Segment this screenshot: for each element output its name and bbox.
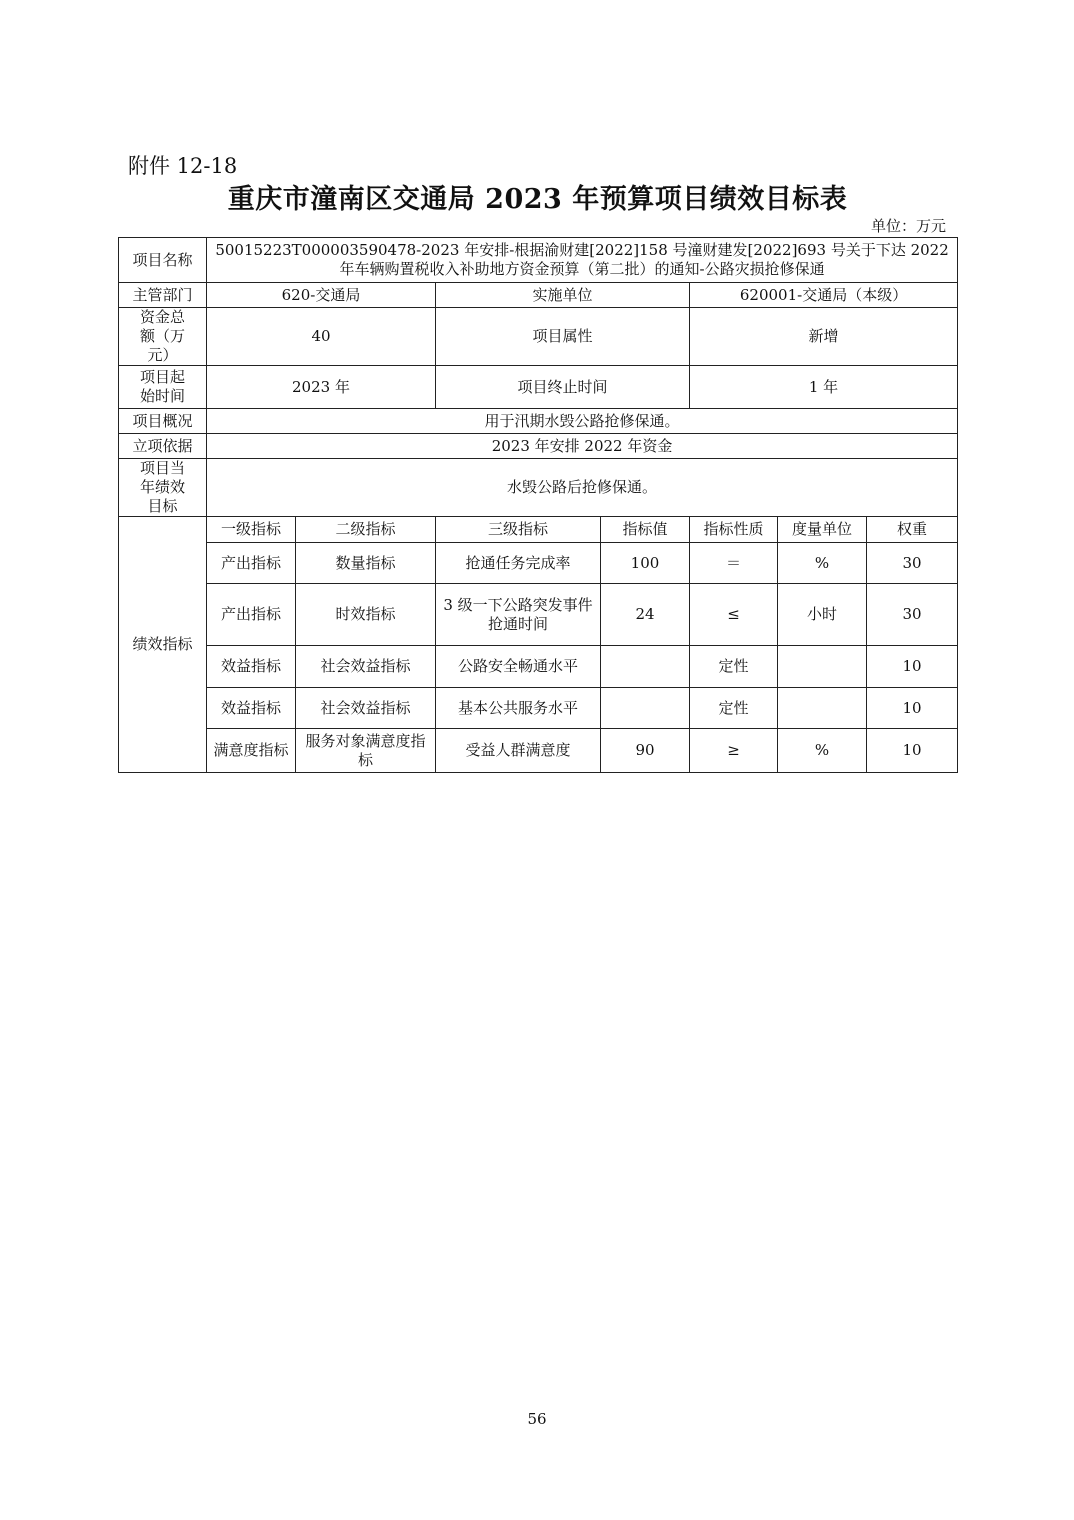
fund-label: 资金总额（万元） — [119, 308, 207, 366]
start-value: 2023 年 — [207, 366, 436, 409]
overview-label: 项目概况 — [119, 409, 207, 434]
level1-cell: 满意度指标 — [207, 729, 296, 773]
level2-cell: 数量指标 — [296, 543, 436, 584]
dept-row — [119, 283, 958, 308]
header-value: 指标值 — [601, 517, 690, 543]
weight-cell: 10 — [867, 646, 958, 688]
level2-cell: 社会效益指标 — [296, 688, 436, 729]
level2-cell: 社会效益指标 — [296, 646, 436, 688]
header-level3: 三级指标 — [436, 517, 601, 543]
page-number: 56 — [527, 1410, 547, 1428]
level1-cell: 产出指标 — [207, 584, 296, 646]
basis-value: 2023 年安排 2022 年资金 — [207, 434, 958, 459]
project-name-value: 50015223T000003590478-2023 年安排-根据渝财建[2022]158 号潼财建发[2022]693 号关于下达 2022 年车辆购置税收入补助地方资金预算（第二批）的通知-公路灾损抢修保通 — [207, 238, 958, 283]
nature-cell: ≤ — [690, 584, 778, 646]
level3-cell: 受益人群满意度 — [436, 729, 601, 773]
unit-label: 单位：万元 — [870, 217, 946, 235]
end-value: 1 年 — [690, 366, 958, 409]
fund-row — [119, 308, 958, 366]
attachment-label: 附件 12-18 — [128, 154, 238, 178]
weight-cell: 10 — [867, 729, 958, 773]
header-nature: 指标性质 — [690, 517, 778, 543]
nature-cell: ≥ — [690, 729, 778, 773]
level1-cell: 效益指标 — [207, 646, 296, 688]
nature-cell: ＝ — [690, 543, 778, 584]
unit-cell — [778, 688, 867, 729]
attr-label: 项目属性 — [436, 308, 690, 366]
level3-cell: 基本公共服务水平 — [436, 688, 601, 729]
basis-row — [119, 434, 958, 459]
attr-value: 新增 — [690, 308, 958, 366]
level3-cell: 抢通任务完成率 — [436, 543, 601, 584]
header-unit: 度量单位 — [778, 517, 867, 543]
goal-value: 水毁公路后抢修保通。 — [207, 459, 958, 517]
level1-cell: 产出指标 — [207, 543, 296, 584]
period-row — [119, 366, 958, 409]
goal-row — [119, 459, 958, 517]
value-cell: 100 — [601, 543, 690, 584]
level1-cell: 效益指标 — [207, 688, 296, 729]
unit-cell: % — [778, 729, 867, 773]
nature-cell: 定性 — [690, 646, 778, 688]
overview-row — [119, 409, 958, 434]
header-level1: 一级指标 — [207, 517, 296, 543]
level2-cell: 服务对象满意度指标 — [296, 729, 436, 773]
page-title: 重庆市潼南区交通局 2023 年预算项目绩效目标表 — [227, 184, 848, 215]
header-weight: 权重 — [867, 517, 958, 543]
start-label: 项目起始时间 — [119, 366, 207, 409]
header-level2: 二级指标 — [296, 517, 436, 543]
table-row — [119, 688, 958, 729]
level3-cell: 3 级一下公路突发事件抢通时间 — [436, 584, 601, 646]
unit-cell — [778, 646, 867, 688]
table-row — [119, 729, 958, 773]
end-label: 项目终止时间 — [436, 366, 690, 409]
table-row — [119, 543, 958, 584]
value-cell — [601, 688, 690, 729]
dept-label: 主管部门 — [119, 283, 207, 308]
table-row — [119, 646, 958, 688]
value-cell — [601, 646, 690, 688]
unit-cell: % — [778, 543, 867, 584]
nature-cell: 定性 — [690, 688, 778, 729]
goal-label: 项目当年绩效目标 — [119, 459, 207, 517]
project-name-row — [119, 238, 958, 283]
weight-cell: 30 — [867, 543, 958, 584]
basis-label: 立项依据 — [119, 434, 207, 459]
dept-value: 620-交通局 — [207, 283, 436, 308]
performance-section-label: 绩效指标 — [119, 517, 207, 773]
indicator-header-row — [119, 517, 958, 543]
weight-cell: 30 — [867, 584, 958, 646]
weight-cell: 10 — [867, 688, 958, 729]
value-cell: 90 — [601, 729, 690, 773]
impl-label: 实施单位 — [436, 283, 690, 308]
performance-target-table — [118, 237, 958, 773]
overview-value: 用于汛期水毁公路抢修保通。 — [207, 409, 958, 434]
fund-value: 40 — [207, 308, 436, 366]
level2-cell: 时效指标 — [296, 584, 436, 646]
unit-cell: 小时 — [778, 584, 867, 646]
value-cell: 24 — [601, 584, 690, 646]
project-name-label: 项目名称 — [119, 238, 207, 283]
impl-value: 620001-交通局（本级） — [690, 283, 958, 308]
table-row — [119, 584, 958, 646]
level3-cell: 公路安全畅通水平 — [436, 646, 601, 688]
